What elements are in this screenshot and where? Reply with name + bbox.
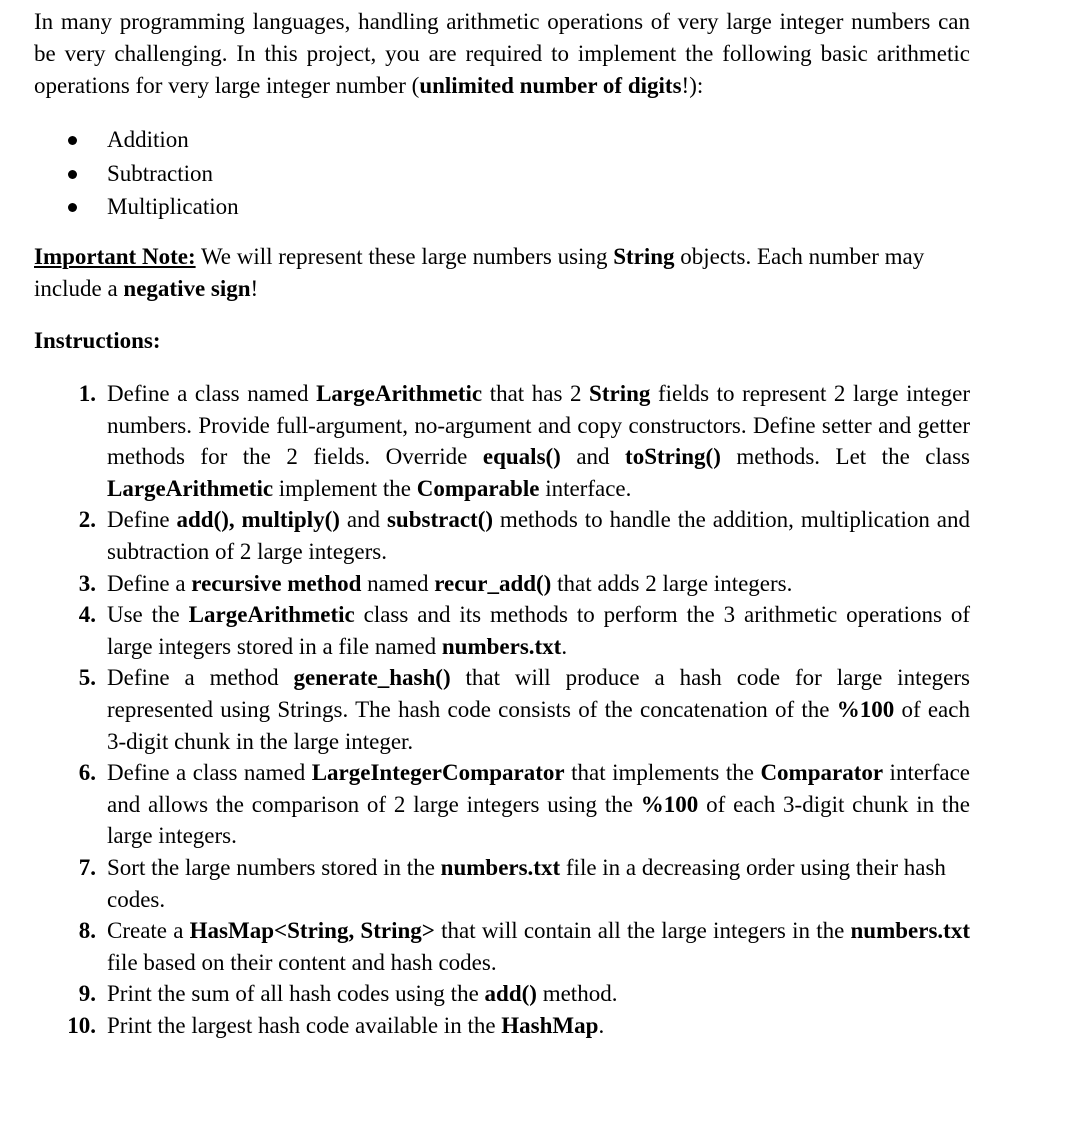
instruction-span: Define a class named xyxy=(107,760,312,786)
instruction-bold: LargeArithmetic xyxy=(107,475,274,501)
instruction-bold: String xyxy=(589,381,651,406)
instruction-span: named xyxy=(361,570,435,596)
operation-label: Addition xyxy=(107,127,189,152)
instruction-bold: %100 xyxy=(640,791,699,817)
instruction-number: 9. xyxy=(78,981,96,1007)
instruction-span: class and its methods to perform the 3 arithmetic operations of large integers stored in a file named xyxy=(107,602,970,659)
instruction-text xyxy=(107,978,970,1010)
bullet-icon xyxy=(68,170,77,179)
instruction-number: 5. xyxy=(78,665,96,691)
instruction-span: Define a xyxy=(107,570,192,596)
instruction-span: that implements the xyxy=(564,760,761,786)
intro-tail: !): xyxy=(681,73,704,98)
instruction-bold: toString() xyxy=(625,444,721,470)
instruction-number: 3. xyxy=(78,570,96,596)
instruction-bold: generate_hash() xyxy=(293,665,451,691)
intro-bold: unlimited number of digits xyxy=(419,73,682,98)
note-text: objects. Each number may include a xyxy=(34,244,925,301)
instruction-span: Create a xyxy=(107,918,190,944)
intro-paragraph xyxy=(34,6,970,102)
instruction-span: interface. xyxy=(539,475,632,501)
instruction-item xyxy=(0,568,1066,600)
instruction-span: that adds 2 large integers. xyxy=(551,570,793,596)
instruction-span: Sort the large numbers stored in the xyxy=(107,854,441,880)
instruction-bold: numbers.txt xyxy=(440,854,561,880)
instruction-bold: numbers.txt xyxy=(441,633,562,659)
instruction-text xyxy=(107,1010,970,1042)
instruction-span: fields to represent 2 large integer numbers. Provide full-argument, no-argument and copy constructors. Define setter and getter methods for the 2 fields. Override xyxy=(107,381,970,470)
instruction-bold: recursive method xyxy=(191,570,362,596)
instruction-span: file based on their content and hash codes. xyxy=(107,949,497,975)
instruction-item xyxy=(0,1010,1066,1042)
instruction-span: and xyxy=(339,507,387,533)
instruction-item xyxy=(0,978,1066,1010)
instruction-bold: numbers.txt xyxy=(850,918,970,944)
instruction-number: 2. xyxy=(78,507,96,533)
instruction-span: that will contain all the large integers in the xyxy=(434,918,851,944)
instruction-span: that will produce a hash code for large integers represented using Strings. The hash code consists of the concatenation of the xyxy=(107,665,970,722)
instruction-bold: Comparator xyxy=(760,760,884,786)
instruction-number: 8. xyxy=(78,918,96,944)
intro-text: In many programming languages, handling arithmetic operations of very large integer numbers can be very challenging. In this project, you are required to implement the following basic arithmetic operations for very large integer number ( xyxy=(34,9,970,98)
instruction-text xyxy=(107,662,970,757)
instruction-bold: LargeArithmetic xyxy=(188,602,355,628)
instruction-number: 7. xyxy=(78,854,96,880)
instruction-span: . xyxy=(561,633,568,659)
instruction-bold: add() xyxy=(484,981,537,1007)
instruction-item xyxy=(0,504,1066,567)
bullet-icon xyxy=(68,136,77,145)
instruction-number: 10. xyxy=(67,1012,96,1038)
instruction-span: methods to handle the addition, multiplication and subtraction of 2 large integers. xyxy=(107,507,970,564)
instruction-span: and xyxy=(560,444,626,470)
note-text: We will represent these large numbers using xyxy=(195,244,614,269)
instruction-span: that has 2 xyxy=(482,381,590,406)
instruction-bold: substract() xyxy=(386,507,494,533)
instruction-span: interface and allows the comparison of 2 large integers using the xyxy=(107,760,970,817)
instruction-span: Print the largest hash code available in the xyxy=(107,1012,502,1038)
instruction-bold: HashMap xyxy=(501,1012,599,1038)
important-note xyxy=(34,241,970,305)
instruction-span: of each 3-digit chunk in the large integers. xyxy=(107,791,971,849)
instruction-bold: LargeIntegerComparator xyxy=(311,760,565,786)
instruction-bold: equals() xyxy=(482,444,561,470)
instruction-bold: add(), multiply() xyxy=(176,507,340,533)
note-label: Important Note: xyxy=(34,244,196,269)
instruction-span: file in a decreasing order using their hash codes. xyxy=(107,854,946,912)
instruction-span: implement the xyxy=(273,475,417,501)
instruction-item xyxy=(0,378,1066,504)
instruction-number: 1. xyxy=(78,381,96,406)
instruction-text xyxy=(107,568,970,600)
operation-label: Subtraction xyxy=(107,160,214,186)
note-bold: negative sign xyxy=(123,276,251,301)
instruction-bold: recur_add() xyxy=(434,570,552,596)
instructions-list xyxy=(0,378,1066,1041)
instruction-span: methods. Let the class xyxy=(720,444,970,470)
bullet-icon xyxy=(68,203,77,212)
instruction-item xyxy=(0,662,1066,757)
instruction-text xyxy=(107,852,970,915)
operation-label: Multiplication xyxy=(107,194,239,219)
instruction-text xyxy=(107,378,970,504)
instruction-text xyxy=(107,757,970,852)
instruction-span: Define a class named xyxy=(107,381,317,406)
instruction-span: . xyxy=(598,1012,605,1038)
note-text: ! xyxy=(250,276,259,301)
instruction-bold: %100 xyxy=(836,696,895,722)
instruction-item xyxy=(0,915,1066,978)
instruction-text xyxy=(107,599,970,662)
instruction-item xyxy=(0,757,1066,852)
instruction-span: Define a method xyxy=(107,665,294,691)
instruction-text xyxy=(107,504,970,567)
instruction-span: of each 3-digit chunk in the large integer. xyxy=(107,696,970,754)
instruction-bold: LargeArithmetic xyxy=(316,381,483,406)
instruction-bold: HasMap<String, String> xyxy=(189,918,435,944)
instruction-number: 4. xyxy=(78,602,96,628)
instruction-span: Define xyxy=(107,507,177,533)
instruction-text xyxy=(107,915,970,978)
instructions-heading: Instructions: xyxy=(34,328,161,353)
instruction-item xyxy=(0,599,1066,662)
instruction-bold: Comparable xyxy=(416,475,540,501)
instruction-span: method. xyxy=(536,981,618,1007)
instruction-span: Use the xyxy=(107,602,189,628)
instruction-item xyxy=(0,852,1066,915)
note-bold: String xyxy=(613,244,675,269)
instruction-span: Print the sum of all hash codes using the xyxy=(107,981,485,1007)
instruction-number: 6. xyxy=(78,760,96,786)
